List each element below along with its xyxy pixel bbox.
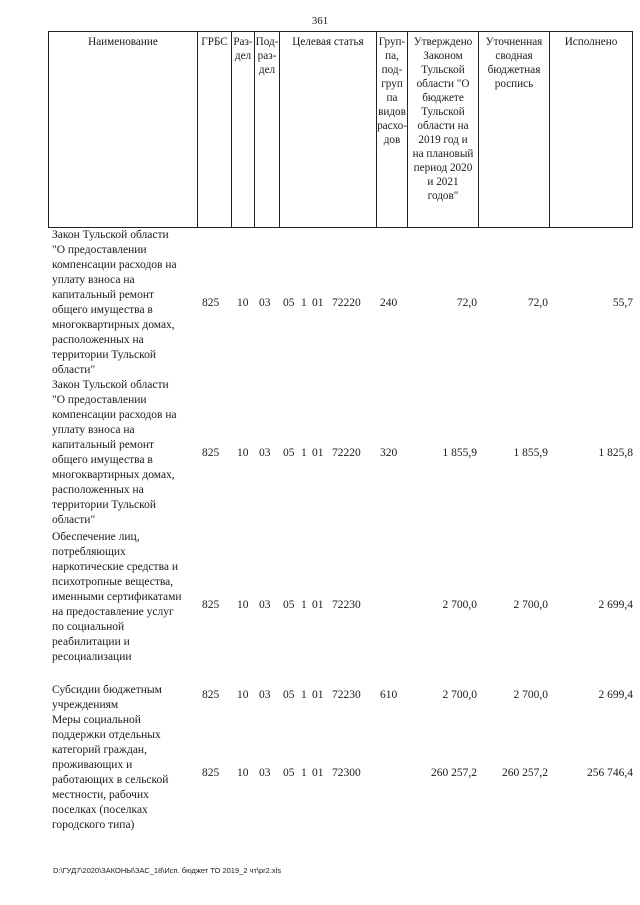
row-name: Субсидии бюджетным учреждениям — [52, 684, 162, 711]
cell-target-program: 05 — [283, 689, 295, 701]
cell-executed: 2 699,4 — [598, 599, 633, 611]
cell-approved: 260 257,2 — [431, 767, 477, 779]
header-grbs: ГРБС — [197, 32, 231, 227]
cell-podrazdel: 03 — [259, 447, 271, 459]
header-group: Груп- па, под- груп па видов расхо- дов — [376, 32, 407, 227]
row-name: Меры социальной поддержки отдельных категорий граждан, проживающих и работающих в сельской местности, рабочих поселках (поселках городского типа) — [52, 714, 169, 831]
cell-grbs: 825 — [202, 297, 220, 309]
cell-approved: 72,0 — [456, 297, 477, 309]
table-row — [48, 228, 633, 378]
cell-group: 610 — [380, 689, 398, 701]
cell-grbs: 825 — [202, 599, 220, 611]
cell-target-direction: 72220 — [332, 447, 361, 459]
cell-target-program: 05 — [283, 767, 295, 779]
cell-target-direction: 72230 — [332, 599, 361, 611]
cell-group: 240 — [380, 297, 398, 309]
cell-target-event: 01 — [312, 599, 324, 611]
cell-target-subprogram: 1 — [301, 767, 307, 779]
table-row — [48, 713, 633, 838]
cell-target-subprogram: 1 — [301, 297, 307, 309]
cell-target-event: 01 — [312, 689, 324, 701]
header-executed: Исполнено — [549, 32, 633, 227]
cell-target-event: 01 — [312, 297, 324, 309]
cell-target-direction: 72300 — [332, 767, 361, 779]
table-row — [48, 683, 633, 715]
row-name: Обеспечение лиц, потребляющих наркотические средства и психотропные вещества, именными сертификатами на предоставление услуг по социальной реабилитации и ресоциализации — [52, 531, 182, 663]
cell-executed: 55,7 — [612, 297, 633, 309]
cell-target-program: 05 — [283, 297, 295, 309]
cell-grbs: 825 — [202, 447, 220, 459]
cell-target-subprogram: 1 — [301, 447, 307, 459]
cell-executed: 256 746,4 — [587, 767, 633, 779]
cell-podrazdel: 03 — [259, 689, 271, 701]
cell-target-subprogram: 1 — [301, 599, 307, 611]
header-approved: Утверждено Законом Тульской области "О бюджете Тульской области на 2019 год и на плановый период 2020 и 2021 годов" — [407, 32, 478, 227]
cell-razdel: 10 — [237, 599, 249, 611]
cell-target-direction: 72230 — [332, 689, 361, 701]
cell-target-event: 01 — [312, 447, 324, 459]
cell-approved: 2 700,0 — [442, 689, 477, 701]
header-target-article: Целевая статья — [279, 32, 376, 227]
header-refined: Уточненная сводная бюджетная роспись — [478, 32, 549, 227]
file-path-footer: D:\ГУД7\2020\ЗАКОНЫ\ЗАС_18\Исп. бюджет ТО 2019_2 чт\pr2.xls — [53, 866, 282, 875]
row-name: Закон Тульской области "О предоставлении компенсации расходов на уплату взноса на капитальный ремонт общего имущества в многоквартирных домах, расположенных на территории Тульской области" — [52, 229, 177, 376]
header-name: Наименование — [48, 32, 197, 227]
row-name: Закон Тульской области "О предоставлении компенсации расходов на уплату взноса на капитальный ремонт общего имущества в многоквартирных домах, расположенных на территории Тульской области" — [52, 379, 177, 526]
cell-podrazdel: 03 — [259, 767, 271, 779]
cell-approved: 2 700,0 — [442, 599, 477, 611]
cell-target-program: 05 — [283, 447, 295, 459]
table-header — [48, 31, 633, 228]
page-number: 361 — [311, 15, 329, 27]
cell-grbs: 825 — [202, 689, 220, 701]
table-row — [48, 530, 633, 670]
cell-podrazdel: 03 — [259, 297, 271, 309]
cell-target-program: 05 — [283, 599, 295, 611]
header-razdel: Раз- дел — [231, 32, 254, 227]
cell-refined: 2 700,0 — [513, 689, 548, 701]
cell-razdel: 10 — [237, 767, 249, 779]
cell-group: 320 — [380, 447, 398, 459]
table-row — [48, 378, 633, 528]
cell-target-direction: 72220 — [332, 297, 361, 309]
cell-razdel: 10 — [237, 447, 249, 459]
cell-podrazdel: 03 — [259, 599, 271, 611]
header-podrazdel: Под- раз- дел — [254, 32, 279, 227]
cell-refined: 1 855,9 — [513, 447, 548, 459]
cell-approved: 1 855,9 — [442, 447, 477, 459]
cell-executed: 1 825,8 — [598, 447, 633, 459]
cell-refined: 260 257,2 — [502, 767, 548, 779]
cell-executed: 2 699,4 — [598, 689, 633, 701]
cell-refined: 72,0 — [527, 297, 548, 309]
cell-target-event: 01 — [312, 767, 324, 779]
cell-refined: 2 700,0 — [513, 599, 548, 611]
cell-grbs: 825 — [202, 767, 220, 779]
cell-razdel: 10 — [237, 297, 249, 309]
cell-target-subprogram: 1 — [301, 689, 307, 701]
cell-razdel: 10 — [237, 689, 249, 701]
